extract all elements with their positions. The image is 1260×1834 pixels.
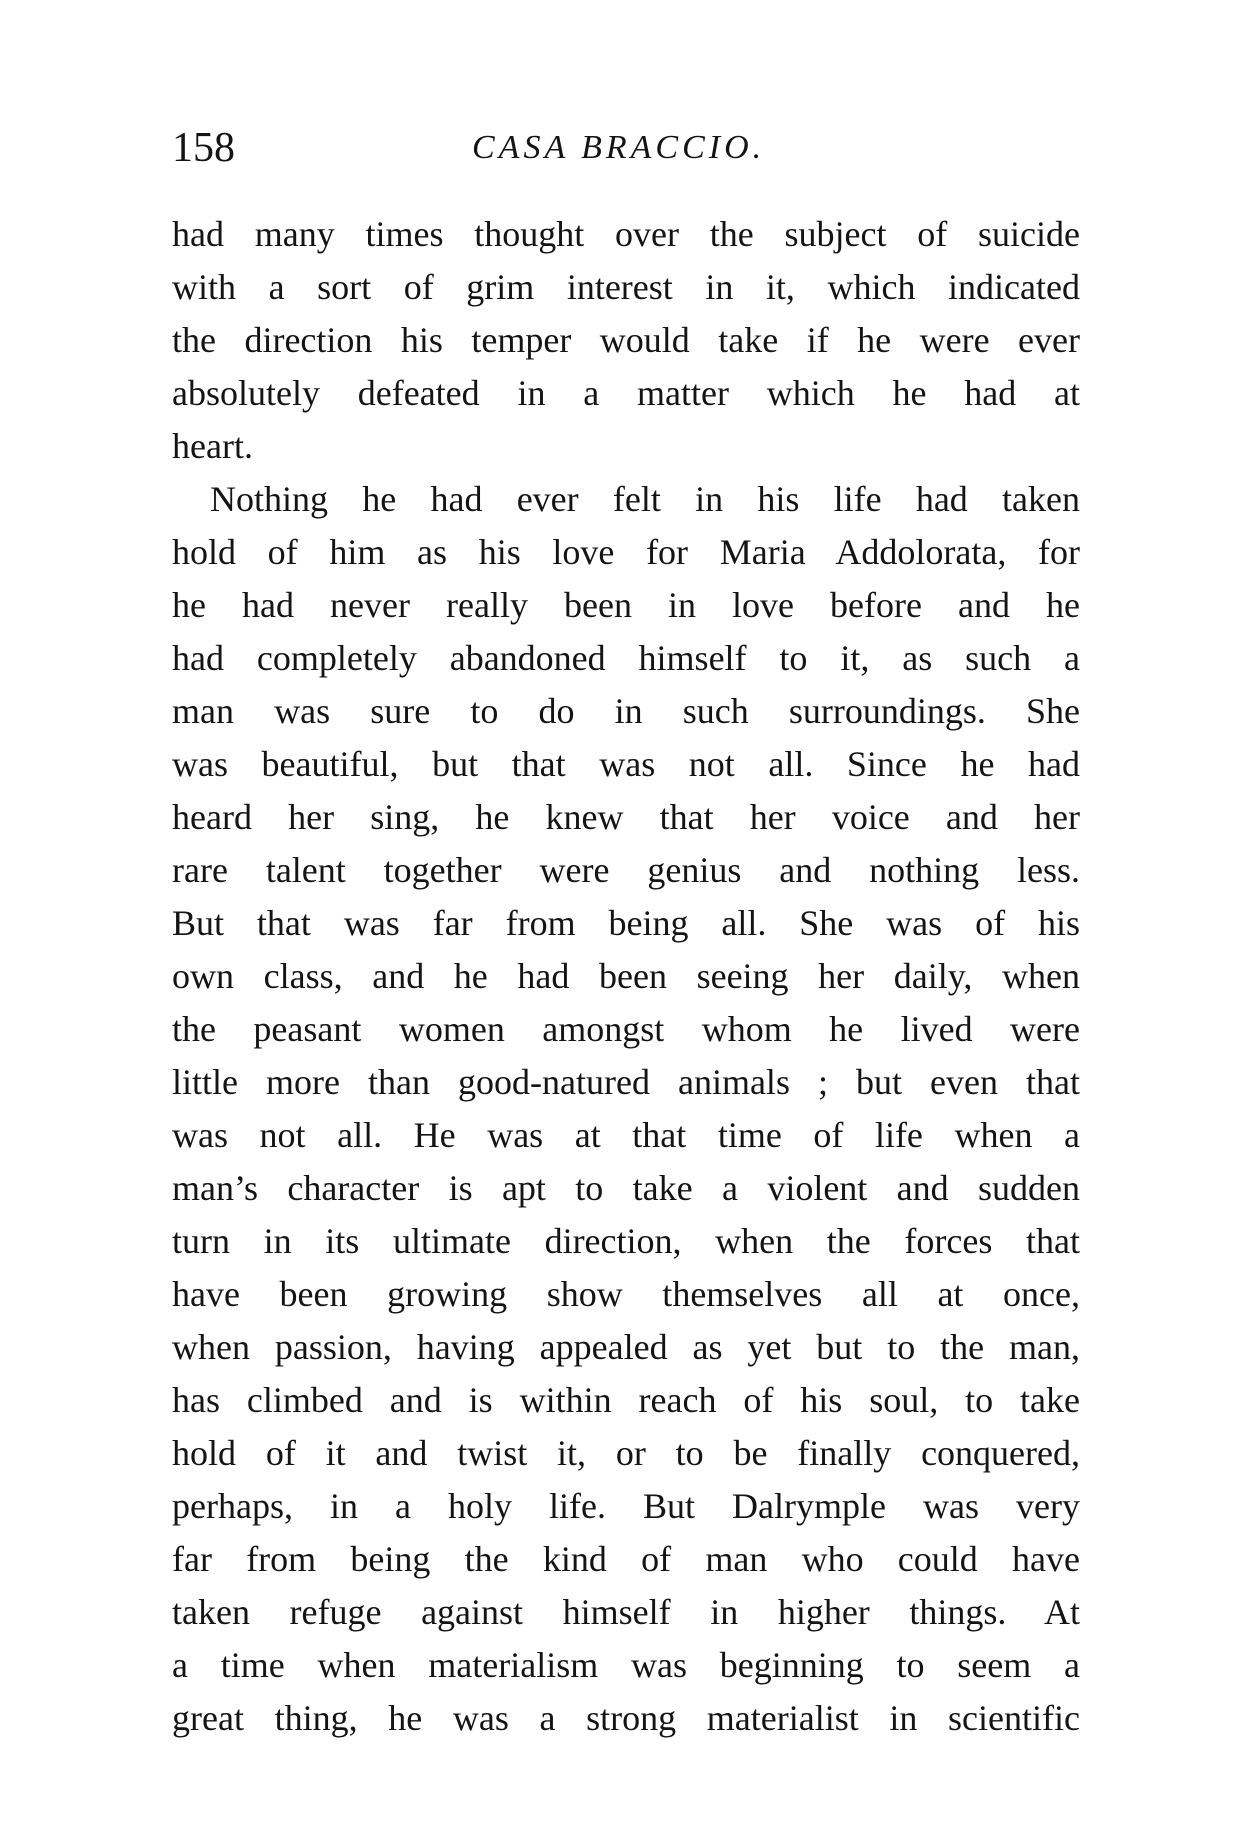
text-line: was beautiful, but that was not all. Since he had <box>172 744 1080 784</box>
text-line: a time when materialism was beginning to seem a <box>172 1645 1080 1685</box>
text-line: But that was far from being all. She was of his <box>172 903 1080 943</box>
text-line: the peasant women amongst whom he lived were <box>172 1009 1080 1049</box>
text-line: when passion, having appealed as yet but to the man, <box>172 1327 1080 1367</box>
text-line: man was sure to do in such surroundings. She <box>172 691 1080 731</box>
text-line: little more than good-natured animals ; but even that <box>172 1062 1080 1102</box>
text-line: absolutely defeated in a matter which he had at <box>172 373 1080 413</box>
text-line: was not all. He was at that time of life when a <box>172 1115 1080 1155</box>
text-line: heart. <box>172 426 253 466</box>
page-number: 158 <box>172 125 235 171</box>
text-line: he had never really been in love before and he <box>172 585 1080 625</box>
text-line: heard her sing, he knew that her voice and her <box>172 797 1080 837</box>
text-line: perhaps, in a holy life. But Dalrymple was very <box>172 1486 1080 1526</box>
body-text <box>172 208 1080 1745</box>
text-line: rare talent together were genius and nothing less. <box>172 850 1080 890</box>
text-line: the direction his temper would take if he were ever <box>172 320 1080 360</box>
text-line: has climbed and is within reach of his soul, to take <box>172 1380 1080 1420</box>
running-title: CASA BRACCIO. <box>472 129 766 166</box>
text-line: had completely abandoned himself to it, as such a <box>172 638 1080 678</box>
text-line: have been growing show themselves all at once, <box>172 1274 1080 1314</box>
text-line: taken refuge against himself in higher things. At <box>172 1592 1080 1632</box>
text-line: with a sort of grim interest in it, which indicated <box>172 267 1080 307</box>
text-line: hold of it and twist it, or to be finally conquered, <box>172 1433 1080 1473</box>
text-line: own class, and he had been seeing her daily, when <box>172 956 1080 996</box>
text-line: Nothing he had ever felt in his life had taken <box>210 479 1080 519</box>
text-line: great thing, he was a strong materialist in scientific <box>172 1698 1080 1738</box>
text-line: hold of him as his love for Maria Addolorata, for <box>172 532 1080 572</box>
running-head <box>172 118 1082 178</box>
text-line: far from being the kind of man who could have <box>172 1539 1080 1579</box>
text-line: man’s character is apt to take a violent and sudden <box>172 1168 1080 1208</box>
text-line: had many times thought over the subject of suicide <box>172 214 1080 254</box>
paragraph-2 <box>172 473 1080 1745</box>
paragraph-1 <box>172 208 1080 473</box>
text-line: turn in its ultimate direction, when the forces that <box>172 1221 1080 1261</box>
